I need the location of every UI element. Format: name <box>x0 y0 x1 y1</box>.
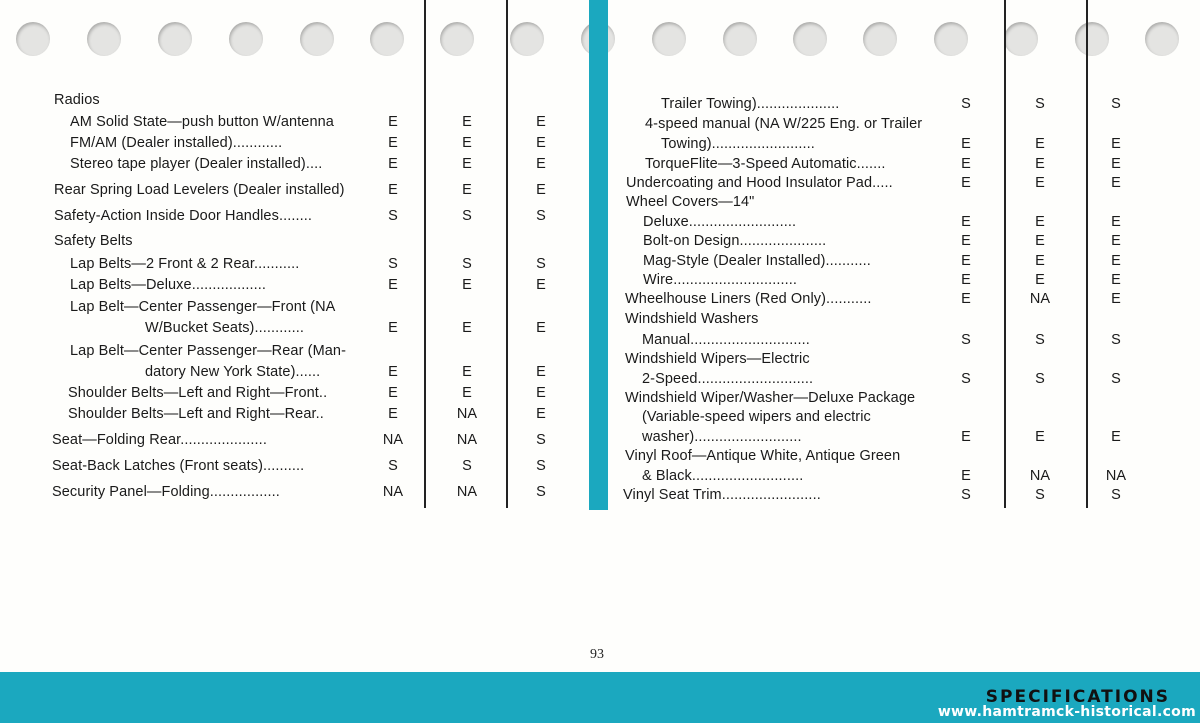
value-cell: NA <box>1029 468 1051 484</box>
binder-hole <box>300 22 334 56</box>
binder-hole <box>16 22 50 56</box>
binder-hole <box>229 22 263 56</box>
binder-hole <box>370 22 404 56</box>
value-cell: E <box>1111 156 1121 172</box>
value-cell: NA <box>382 432 404 448</box>
binder-hole <box>510 22 544 56</box>
value-cell: E <box>388 135 398 151</box>
row-label: Undercoating and Hood Insulator Pad..... <box>626 175 893 191</box>
row-label: Radios <box>54 92 100 108</box>
row-label: Towing)......................... <box>661 136 815 152</box>
value-cell: E <box>462 114 472 130</box>
value-cell: E <box>1035 156 1045 172</box>
value-cell: S <box>961 371 971 387</box>
row-label: Security Panel—Folding................. <box>52 484 280 500</box>
row-label: Lap Belt—Center Passenger—Front (NA <box>70 299 336 315</box>
value-cell: E <box>961 175 971 191</box>
watermark: www.hamtramck-historical.com <box>937 704 1196 720</box>
value-cell: E <box>961 156 971 172</box>
binder-hole <box>1075 22 1109 56</box>
row-label: 2-Speed............................ <box>642 371 814 387</box>
value-cell: E <box>961 136 971 152</box>
value-cell: E <box>1111 253 1121 269</box>
value-cell: S <box>961 487 971 503</box>
row-label: Lap Belts—Deluxe.................. <box>70 277 267 293</box>
value-cell: E <box>1111 175 1121 191</box>
value-cell: S <box>1035 371 1045 387</box>
value-cell: E <box>961 429 971 445</box>
value-cell: E <box>388 364 398 380</box>
value-cell: E <box>462 320 472 336</box>
binder-hole <box>1004 22 1038 56</box>
row-label: Mag-Style (Dealer Installed)........... <box>643 253 871 269</box>
value-cell: E <box>462 156 472 172</box>
binder-hole <box>723 22 757 56</box>
row-label: Seat-Back Latches (Front seats).......... <box>52 458 305 474</box>
binder-hole <box>87 22 121 56</box>
binder-hole <box>652 22 686 56</box>
binder-hole <box>440 22 474 56</box>
value-cell: S <box>536 484 546 500</box>
value-cell: E <box>462 385 472 401</box>
value-cell: E <box>1035 214 1045 230</box>
value-cell: E <box>388 182 398 198</box>
value-cell: S <box>462 208 472 224</box>
teal-center-band <box>589 0 608 510</box>
value-cell: E <box>1111 233 1121 249</box>
value-cell: E <box>388 156 398 172</box>
column-divider <box>1004 0 1006 508</box>
row-label: 4-speed manual (NA W/225 Eng. or Trailer <box>645 116 923 132</box>
row-label: FM/AM (Dealer installed)............ <box>70 135 283 151</box>
value-cell: E <box>388 277 398 293</box>
page-number: 93 <box>590 647 604 662</box>
binder-hole <box>158 22 192 56</box>
row-label: datory New York State)...... <box>145 364 321 380</box>
value-cell: S <box>388 256 398 272</box>
row-label: TorqueFlite—3-Speed Automatic....... <box>645 156 886 172</box>
row-label: Trailer Towing).................... <box>661 96 840 112</box>
row-label: Safety-Action Inside Door Handles........ <box>54 208 312 224</box>
value-cell: E <box>961 253 971 269</box>
value-cell: E <box>1111 214 1121 230</box>
row-label: washer).......................... <box>642 429 802 445</box>
value-cell: E <box>536 277 546 293</box>
value-cell: NA <box>1029 291 1051 307</box>
value-cell: E <box>388 406 398 422</box>
value-cell: E <box>462 135 472 151</box>
value-cell: E <box>961 272 971 288</box>
value-cell: S <box>1111 487 1121 503</box>
value-cell: E <box>462 364 472 380</box>
row-label: Windshield Washers <box>625 311 759 327</box>
row-label: Windshield Wipers—Electric <box>625 351 810 367</box>
row-label: (Variable-speed wipers and electric <box>642 409 871 425</box>
value-cell: S <box>388 458 398 474</box>
value-cell: NA <box>382 484 404 500</box>
row-label: Wheelhouse Liners (Red Only)........... <box>625 291 872 307</box>
row-label: Rear Spring Load Levelers (Dealer installed) <box>54 182 345 198</box>
binder-hole <box>1145 22 1179 56</box>
value-cell: E <box>961 291 971 307</box>
value-cell: S <box>388 208 398 224</box>
value-cell: E <box>536 135 546 151</box>
value-cell: S <box>1111 96 1121 112</box>
value-cell: E <box>536 406 546 422</box>
value-cell: S <box>961 96 971 112</box>
value-cell: S <box>961 332 971 348</box>
row-label: Manual............................. <box>642 332 810 348</box>
row-label: Shoulder Belts—Left and Right—Rear.. <box>68 406 324 422</box>
row-label: & Black........................... <box>642 468 804 484</box>
value-cell: E <box>536 182 546 198</box>
value-cell: E <box>1035 429 1045 445</box>
value-cell: S <box>1035 487 1045 503</box>
value-cell: S <box>1035 332 1045 348</box>
value-cell: NA <box>456 484 478 500</box>
column-divider <box>1086 0 1088 508</box>
section-title: SPECIFICATIONS <box>985 687 1170 707</box>
row-label: AM Solid State—push button W/antenna <box>70 114 334 130</box>
value-cell: E <box>388 114 398 130</box>
value-cell: E <box>462 182 472 198</box>
value-cell: E <box>1035 175 1045 191</box>
row-label: W/Bucket Seats)............ <box>145 320 305 336</box>
value-cell: E <box>462 277 472 293</box>
value-cell: NA <box>456 406 478 422</box>
binder-hole <box>793 22 827 56</box>
row-label: Bolt-on Design..................... <box>643 233 827 249</box>
value-cell: S <box>1111 371 1121 387</box>
row-label: Vinyl Seat Trim........................ <box>623 487 821 503</box>
value-cell: E <box>536 364 546 380</box>
row-label: Seat—Folding Rear..................... <box>52 432 267 448</box>
value-cell: E <box>1111 429 1121 445</box>
value-cell: E <box>536 385 546 401</box>
value-cell: E <box>1111 291 1121 307</box>
row-label: Windshield Wiper/Washer—Deluxe Package <box>625 390 916 406</box>
value-cell: S <box>462 256 472 272</box>
value-cell: NA <box>456 432 478 448</box>
value-cell: E <box>961 468 971 484</box>
row-label: Lap Belts—2 Front & 2 Rear........... <box>70 256 300 272</box>
value-cell: S <box>1035 96 1045 112</box>
value-cell: E <box>1035 136 1045 152</box>
value-cell: NA <box>1105 468 1127 484</box>
column-divider <box>424 0 426 508</box>
binder-hole <box>934 22 968 56</box>
value-cell: E <box>388 385 398 401</box>
value-cell: E <box>1111 272 1121 288</box>
value-cell: E <box>1035 253 1045 269</box>
value-cell: E <box>1035 272 1045 288</box>
value-cell: S <box>1111 332 1121 348</box>
row-label: Deluxe.......................... <box>643 214 797 230</box>
row-label: Wire.............................. <box>643 272 798 288</box>
row-label: Vinyl Roof—Antique White, Antique Green <box>625 448 901 464</box>
value-cell: E <box>1111 136 1121 152</box>
row-label: Safety Belts <box>54 233 133 249</box>
value-cell: S <box>462 458 472 474</box>
column-divider <box>506 0 508 508</box>
value-cell: E <box>961 214 971 230</box>
value-cell: E <box>536 114 546 130</box>
value-cell: E <box>536 320 546 336</box>
value-cell: E <box>388 320 398 336</box>
value-cell: S <box>536 432 546 448</box>
value-cell: S <box>536 256 546 272</box>
row-label: Wheel Covers—14" <box>626 194 755 210</box>
row-label: Shoulder Belts—Left and Right—Front.. <box>68 385 328 401</box>
value-cell: S <box>536 458 546 474</box>
row-label: Lap Belt—Center Passenger—Rear (Man- <box>70 343 346 359</box>
value-cell: E <box>536 156 546 172</box>
binder-hole <box>863 22 897 56</box>
row-label: Stereo tape player (Dealer installed).... <box>70 156 323 172</box>
value-cell: E <box>1035 233 1045 249</box>
value-cell: E <box>961 233 971 249</box>
value-cell: S <box>536 208 546 224</box>
